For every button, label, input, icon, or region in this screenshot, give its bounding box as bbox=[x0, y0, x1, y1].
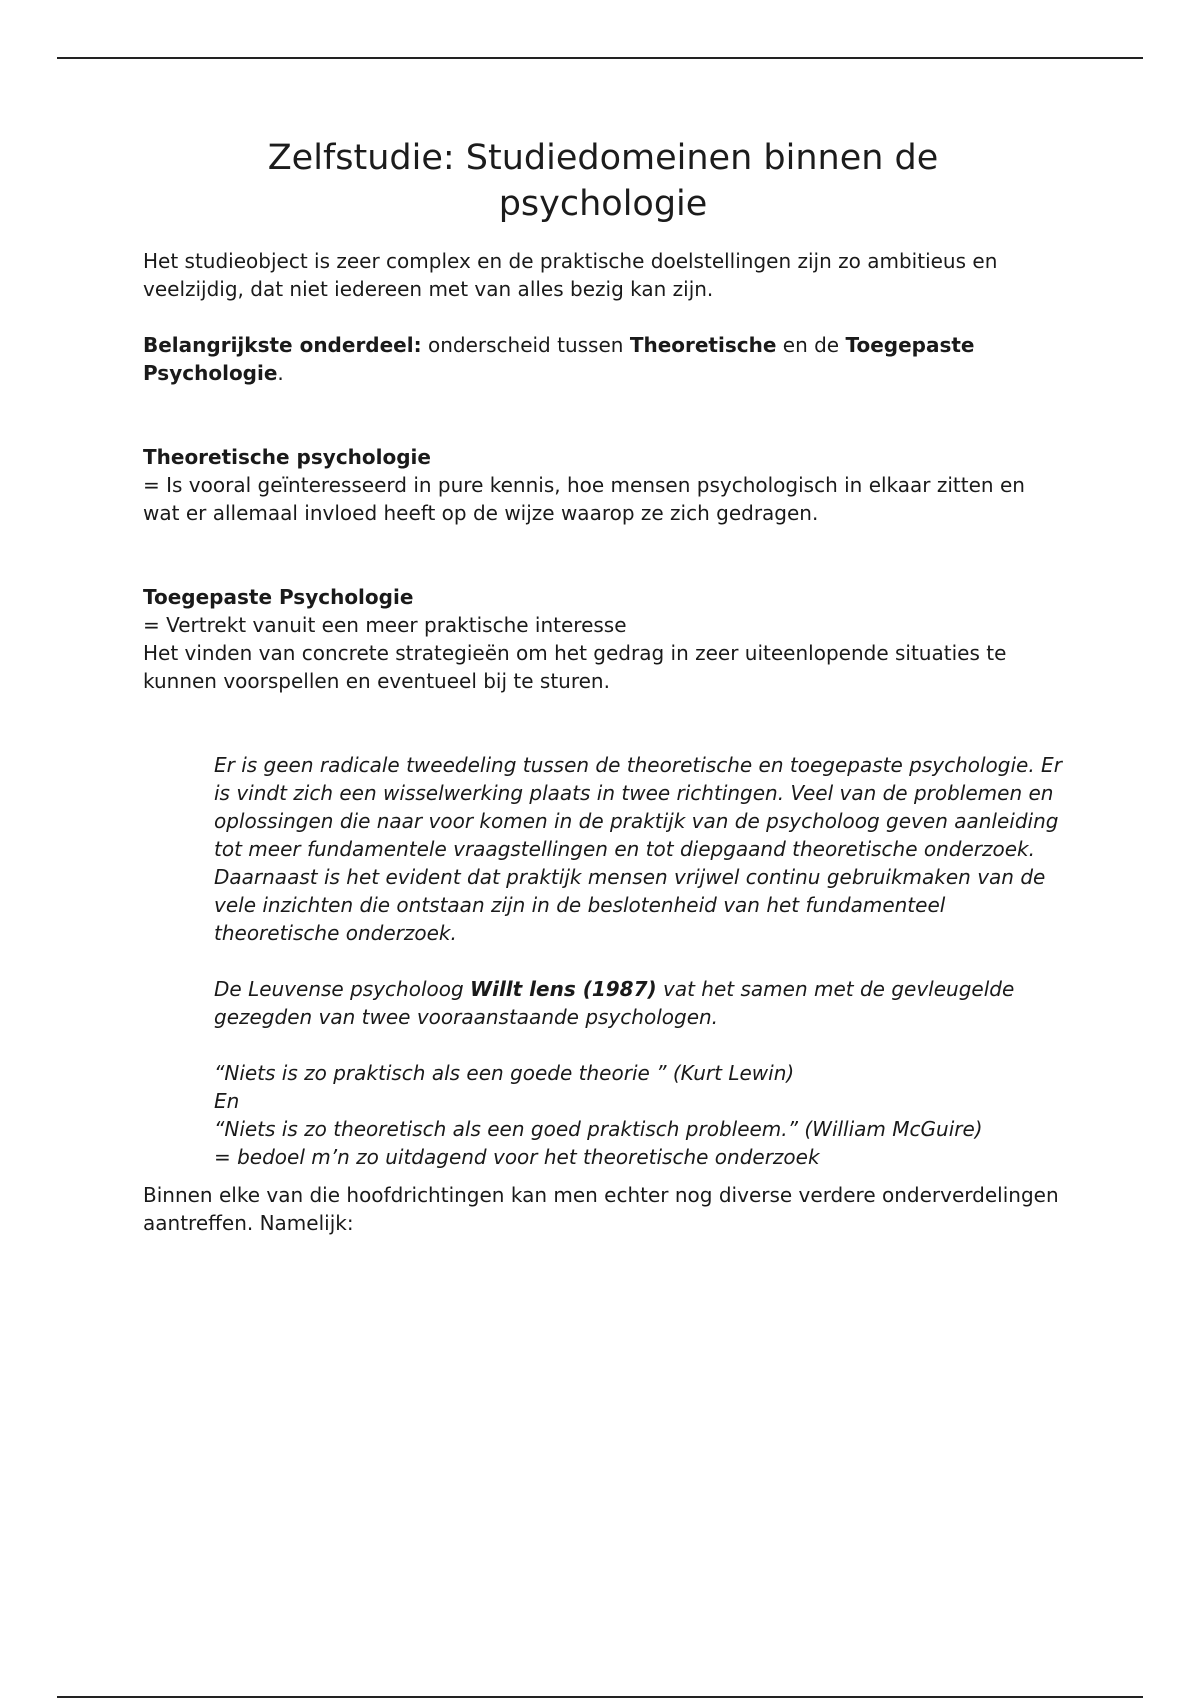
quote-attribution bbox=[214, 975, 1064, 1031]
closing-paragraph: Binnen elke van die hoofdrichtingen kan men echter nog diverse verdere onderverdelingen aantreffen. Namelijk: bbox=[143, 1183, 1059, 1235]
applied-detail: Het vinden van concrete strategieën om het gedrag in zeer uiteenlopende situaties te kunnen voorspellen en eventueel bij te sturen. bbox=[143, 641, 1007, 693]
quote-attribution-post: vat het samen met de gevleugelde gezegden van twee vooraanstaande psychologen. bbox=[214, 977, 1015, 1029]
footer-rule bbox=[57, 1696, 1143, 1698]
quote-explanation: = bedoel m’n zo uitdagend voor het theoretische onderzoek bbox=[214, 1145, 820, 1169]
key-point-text-2: en de bbox=[776, 333, 846, 357]
quote-attribution-name: Willt lens (1987) bbox=[470, 977, 657, 1001]
key-point-term-applied: Toegepaste Psychologie bbox=[143, 333, 975, 385]
quote-attribution-pre: De Leuvense psycholoog bbox=[214, 977, 471, 1001]
intro-paragraph: Het studieobject is zeer complex en de praktische doelstellingen zijn zo ambitieus en veelzijdig, dat niet iedereen met van alles bezig kan zijn. bbox=[143, 249, 998, 301]
key-point-text-1: onderscheid tussen bbox=[421, 333, 630, 357]
key-point-label: Belangrijkste onderdeel: bbox=[143, 333, 422, 357]
quote-block bbox=[214, 751, 1064, 1171]
quote-paragraph: Er is geen radicale tweedeling tussen de theoretische en toegepaste psychologie. Er is vindt zich een wisselwerking plaats in twee richtingen. Veel van de problemen en oplossingen die naar voor komen in de praktijk van de psycholoog geven aanleiding tot meer fundamentele vraagstellingen en tot diepgaand theoretische onderzoek. Daarnaast is het evident dat praktijk mensen vrijwel continu gebruikmaken van de vele inzichten die ontstaan zijn in de beslotenheid van het fundamenteel theoretische onderzoek. bbox=[214, 753, 1062, 945]
page-title: Zelfstudie: Studiedomeinen binnen de psychologie bbox=[267, 138, 939, 224]
key-point-term-theoretical: Theoretische bbox=[629, 333, 777, 357]
key-point-text-3: . bbox=[277, 361, 284, 385]
document-body bbox=[143, 135, 1063, 1237]
theoretical-definition: = Is vooral geïnteresseerd in pure kennis, hoe mensen psychologisch in elkaar zitten en wat er allemaal invloed heeft op de wijze waarop ze zich gedragen. bbox=[143, 473, 1025, 525]
quote-saying-mcguire: “Niets is zo theoretisch als een goed praktisch probleem.” (William McGuire) bbox=[214, 1117, 983, 1141]
applied-definition: = Vertrekt vanuit een meer praktische interesse bbox=[143, 613, 627, 637]
key-point-paragraph bbox=[143, 331, 1063, 387]
applied-heading: Toegepaste Psychologie bbox=[143, 585, 414, 609]
theoretical-heading: Theoretische psychologie bbox=[143, 445, 431, 469]
header-rule bbox=[57, 57, 1143, 59]
quote-saying-lewin: “Niets is zo praktisch als een goede theorie ” (Kurt Lewin) bbox=[214, 1061, 795, 1085]
quote-connector: En bbox=[214, 1089, 240, 1113]
